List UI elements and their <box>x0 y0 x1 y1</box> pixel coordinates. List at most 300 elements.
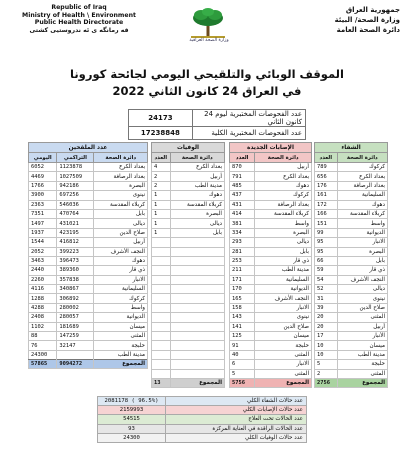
gov-cell: ذي قار <box>337 266 387 275</box>
cumulative-cell: 697256 <box>57 191 94 200</box>
gov-cell: دهوك <box>337 200 387 209</box>
gov-cell: كربلاء المقدسة <box>337 209 387 218</box>
summary-value: 2159993 <box>98 406 166 415</box>
table-row <box>29 294 148 303</box>
total-row <box>230 378 312 387</box>
col-count: العدد <box>315 153 338 163</box>
gov-cell: بابل <box>170 228 225 237</box>
count-cell: 20 <box>315 313 338 322</box>
table-row <box>315 350 388 359</box>
table-row <box>29 219 148 228</box>
count-cell <box>152 360 171 369</box>
count-cell: 1 <box>152 219 171 228</box>
gov-cell: السليمانية <box>337 191 387 200</box>
table-row <box>230 294 312 303</box>
daily-cell: 2408 <box>29 313 57 322</box>
count-cell: 176 <box>315 181 338 190</box>
summary-row <box>98 406 307 415</box>
ministry-logo <box>183 8 235 54</box>
header-line: Ministry of Health \ Environment <box>22 11 136 19</box>
count-cell: 281 <box>230 247 255 256</box>
gov-cell: نينوى <box>337 294 387 303</box>
total-label: المجموع <box>170 378 225 387</box>
count-cell: 39 <box>315 303 338 312</box>
count-cell: 211 <box>230 266 255 275</box>
daily-cell: 1544 <box>29 238 57 247</box>
table-row <box>29 322 148 331</box>
cumulative-cell: 396473 <box>57 256 94 265</box>
summary-label: عدد حالات الشفاء الكلي <box>166 397 307 406</box>
table-row <box>315 209 388 218</box>
gov-cell: الانبار <box>255 360 312 369</box>
gov-cell: أربيل <box>337 322 387 331</box>
daily-cell: 3900 <box>29 191 57 200</box>
count-cell: 437 <box>230 191 255 200</box>
count-cell: 40 <box>230 350 255 359</box>
count-cell: 161 <box>315 191 338 200</box>
table-row <box>315 266 388 275</box>
count-cell: 10 <box>315 350 338 359</box>
count-cell: 125 <box>230 332 255 341</box>
gov-cell: مدينة الطب <box>255 266 312 275</box>
count-cell <box>152 332 171 341</box>
table-row <box>29 285 148 294</box>
table-row <box>152 303 225 312</box>
count-cell: 414 <box>230 209 255 218</box>
english-header <box>14 4 144 34</box>
gov-cell <box>170 256 225 265</box>
header-line: دائرة الصحة العامة <box>336 26 400 34</box>
total-label: المجموع <box>94 360 148 369</box>
summary-row <box>98 424 307 433</box>
vaccinated-table <box>28 142 148 369</box>
gov-cell: كربلاء المقدسة <box>170 200 225 209</box>
deaths-table <box>151 142 225 388</box>
cumulative-cell: 1027509 <box>57 172 94 181</box>
col-cumulative: التراكمي <box>57 153 94 163</box>
daily-cell: 1766 <box>29 181 57 190</box>
table-row <box>152 360 225 369</box>
table-row <box>152 332 225 341</box>
gov-cell: ذي قار <box>255 256 312 265</box>
gov-cell: ذي قار <box>94 266 148 275</box>
cumulative-cell: 306892 <box>57 294 94 303</box>
count-cell <box>152 341 171 350</box>
gov-cell: صلاح الدين <box>337 303 387 312</box>
count-cell: 95 <box>315 247 338 256</box>
gov-cell: بابل <box>255 247 312 256</box>
table-row <box>29 275 148 284</box>
gov-cell: مدينة الطب <box>170 181 225 190</box>
header-line: جمهورية العراق <box>345 6 400 14</box>
infections-header: الإصابات الجديدة <box>230 143 312 153</box>
total-value: 5756 <box>230 378 255 387</box>
count-cell: 6 <box>230 360 255 369</box>
count-cell: 20 <box>315 322 338 331</box>
table-row <box>230 350 312 359</box>
table-row <box>230 163 312 172</box>
table-row <box>152 172 225 181</box>
count-cell <box>152 285 171 294</box>
count-cell: 172 <box>315 200 338 209</box>
gov-cell <box>170 303 225 312</box>
cumulative-cell: 470764 <box>57 209 94 218</box>
gov-cell: بغداد الرصافة <box>337 181 387 190</box>
table-row <box>315 191 388 200</box>
gov-cell: البصرة <box>255 228 312 237</box>
count-cell: 31 <box>315 294 338 303</box>
gov-cell: المثنى <box>94 332 148 341</box>
table-row <box>315 275 388 284</box>
table-row <box>152 163 225 172</box>
gov-cell: واسط <box>337 219 387 228</box>
gov-cell: دهوك <box>170 191 225 200</box>
summary-value: 2081178 ( 96.5%) <box>98 397 166 406</box>
count-cell <box>152 275 171 284</box>
daily-cell: 2440 <box>29 266 57 275</box>
table-row <box>29 313 148 322</box>
table-row <box>152 191 225 200</box>
total-tests-row <box>129 127 306 140</box>
table-row <box>29 209 148 218</box>
table-row <box>29 332 148 341</box>
count-cell <box>152 266 171 275</box>
gov-cell: حلبجة <box>94 341 148 350</box>
total-cumulative: 9094272 <box>57 360 94 369</box>
summary-label: عدد حالات الوفيات الكلي <box>166 433 307 442</box>
table-row <box>315 360 388 369</box>
table-row <box>152 200 225 209</box>
cumulative-cell <box>57 350 94 359</box>
table-row <box>152 369 225 378</box>
gov-cell: النجف الأشرف <box>337 275 387 284</box>
gov-cell: بغداد الكرخ <box>94 163 148 172</box>
cumulative-cell: 389360 <box>57 266 94 275</box>
table-row <box>315 313 388 322</box>
stats-grid <box>28 142 388 385</box>
daily-cell: 4116 <box>29 285 57 294</box>
table-row <box>152 341 225 350</box>
col-gov: دائرة الصحة <box>170 153 225 163</box>
table-row <box>29 266 148 275</box>
gov-cell: أربيل <box>94 238 148 247</box>
count-cell: 334 <box>230 228 255 237</box>
gov-cell: بغداد الكرخ <box>337 172 387 181</box>
gov-cell: بابل <box>94 209 148 218</box>
table-row <box>152 313 225 322</box>
col-daily: اليومي <box>29 153 57 163</box>
gov-cell: الديوانية <box>94 313 148 322</box>
cumulative-cell: 423195 <box>57 228 94 237</box>
table-row <box>230 369 312 378</box>
gov-cell <box>170 369 225 378</box>
summary-label: عدد الحالات الراقدة في العناية المركزة <box>166 424 307 433</box>
count-cell: 1 <box>152 191 171 200</box>
total-tests-label: عدد الفحوصات المختبرية الكلية <box>192 127 305 140</box>
total-row <box>315 378 388 387</box>
table-row <box>152 238 225 247</box>
gov-cell: دهوك <box>255 181 312 190</box>
table-row <box>315 294 388 303</box>
cumulative-cell: 1123878 <box>57 163 94 172</box>
daily-cell: 1937 <box>29 228 57 237</box>
daily-cell: 1288 <box>29 294 57 303</box>
count-cell: 789 <box>315 163 338 172</box>
gov-cell: واسط <box>255 219 312 228</box>
total-value: 13 <box>152 378 171 387</box>
gov-cell <box>170 313 225 322</box>
table-row <box>29 191 148 200</box>
header-line: Republic of Iraq <box>51 4 107 11</box>
count-cell <box>152 350 171 359</box>
table-row <box>315 238 388 247</box>
gov-cell: ديالى <box>170 219 225 228</box>
table-row <box>230 256 312 265</box>
table-row <box>315 163 388 172</box>
table-row <box>230 332 312 341</box>
gov-cell: بغداد الكرخ <box>255 172 312 181</box>
count-cell: 141 <box>230 322 255 331</box>
count-cell <box>152 322 171 331</box>
title-line-2: في العراق 24 كانون الثاني 2022 <box>112 84 302 98</box>
count-cell: 5 <box>230 369 255 378</box>
table-row <box>230 209 312 218</box>
table-row <box>230 238 312 247</box>
table-row <box>230 219 312 228</box>
gov-cell: مدينة الطب <box>94 350 148 359</box>
infections-block <box>229 142 312 388</box>
table-row <box>230 172 312 181</box>
cumulative-cell: 942186 <box>57 181 94 190</box>
total-tests-value: 17238848 <box>129 127 193 140</box>
gov-cell: البصرة <box>337 247 387 256</box>
daily-cell: 76 <box>29 341 57 350</box>
infections-table <box>229 142 312 388</box>
gov-cell: حلبجة <box>337 360 387 369</box>
deaths-header: الوفيات <box>152 143 225 153</box>
cumulative-cell: 280002 <box>57 303 94 312</box>
table-row <box>29 200 148 209</box>
gov-cell: المثنى <box>255 369 312 378</box>
table-row <box>230 303 312 312</box>
total-row <box>29 360 148 369</box>
gov-cell: السليمانية <box>94 285 148 294</box>
count-cell: 253 <box>230 256 255 265</box>
table-row <box>315 228 388 237</box>
table-row <box>29 228 148 237</box>
gov-cell <box>170 360 225 369</box>
table-row <box>152 350 225 359</box>
table-row <box>230 200 312 209</box>
table-row <box>230 313 312 322</box>
gov-cell: الانبار <box>337 238 387 247</box>
table-row <box>152 219 225 228</box>
table-row <box>315 219 388 228</box>
summary-row <box>98 433 307 442</box>
gov-cell <box>170 238 225 247</box>
gov-cell: نينوى <box>94 191 148 200</box>
daily-cell: 3463 <box>29 256 57 265</box>
lab-tests-table <box>128 109 306 140</box>
table-row <box>315 247 388 256</box>
gov-cell: المثنى <box>255 350 312 359</box>
count-cell: 1 <box>152 200 171 209</box>
table-row <box>230 247 312 256</box>
cumulative-cell: 546036 <box>57 200 94 209</box>
count-cell: 151 <box>315 219 338 228</box>
recovered-table <box>314 142 388 388</box>
gov-cell: البصرة <box>94 181 148 190</box>
cumulative-cell: 147259 <box>57 332 94 341</box>
summary-value: 54515 <box>98 415 166 424</box>
table-row <box>29 172 148 181</box>
count-cell <box>152 238 171 247</box>
gov-cell: مدينة الطب <box>337 350 387 359</box>
gov-cell: ديالى <box>94 219 148 228</box>
cumulative-cell: 399223 <box>57 247 94 256</box>
cumulative-cell: 340867 <box>57 285 94 294</box>
cumulative-cell: 416812 <box>57 238 94 247</box>
daily-cell: 1102 <box>29 322 57 331</box>
count-cell: 431 <box>230 200 255 209</box>
table-row <box>230 285 312 294</box>
gov-cell <box>170 341 225 350</box>
summary-row <box>98 415 307 424</box>
gov-cell: كربلاء المقدسة <box>255 209 312 218</box>
gov-cell: ميسان <box>337 341 387 350</box>
gov-cell <box>170 285 225 294</box>
gov-cell: ديالى <box>337 285 387 294</box>
gov-cell: أربيل <box>255 163 312 172</box>
gov-cell: ميسان <box>255 332 312 341</box>
gov-cell: كركوك <box>255 191 312 200</box>
summary-value: 24300 <box>98 433 166 442</box>
total-value: 2756 <box>315 378 338 387</box>
total-label: المجموع <box>255 378 312 387</box>
daily-cell: 2052 <box>29 247 57 256</box>
daily-cell: 2260 <box>29 275 57 284</box>
table-row <box>152 181 225 190</box>
table-row <box>29 350 148 359</box>
gov-cell <box>170 294 225 303</box>
gov-cell: السليمانية <box>255 275 312 284</box>
daily-cell: 4469 <box>29 172 57 181</box>
table-row <box>315 200 388 209</box>
daily-cell: 88 <box>29 332 57 341</box>
daily-cell: 4288 <box>29 303 57 312</box>
count-cell: 54 <box>315 275 338 284</box>
table-row <box>152 256 225 265</box>
gov-cell: البصرة <box>170 209 225 218</box>
table-row <box>230 266 312 275</box>
table-row <box>315 369 388 378</box>
col-count: العدد <box>230 153 255 163</box>
gov-cell: نينوى <box>255 313 312 322</box>
count-cell: 17 <box>315 332 338 341</box>
table-row <box>315 341 388 350</box>
gov-cell: صلاح الدين <box>94 228 148 237</box>
total-daily: 57865 <box>29 360 57 369</box>
table-row <box>152 228 225 237</box>
count-cell <box>152 256 171 265</box>
count-cell: 91 <box>230 341 255 350</box>
cumulative-cell: 431021 <box>57 219 94 228</box>
count-cell: 485 <box>230 181 255 190</box>
table-row <box>152 322 225 331</box>
gov-cell <box>170 350 225 359</box>
summary-table <box>97 396 307 443</box>
count-cell: 870 <box>230 163 255 172</box>
table-row <box>29 247 148 256</box>
count-cell <box>152 369 171 378</box>
gov-cell: الديوانية <box>337 228 387 237</box>
gov-cell: بغداد الكرخ <box>170 163 225 172</box>
table-row <box>29 256 148 265</box>
gov-cell <box>170 247 225 256</box>
gov-cell: واسط <box>94 303 148 312</box>
col-gov: دائرة الصحة <box>255 153 312 163</box>
table-row <box>152 285 225 294</box>
page-title <box>60 66 354 100</box>
gov-cell: حلبجة <box>255 341 312 350</box>
gov-cell: دهوك <box>94 256 148 265</box>
count-cell: 95 <box>315 238 338 247</box>
gov-cell: النجف الأشرف <box>255 294 312 303</box>
total-label: المجموع <box>337 378 387 387</box>
count-cell: 143 <box>230 313 255 322</box>
table-row <box>315 256 388 265</box>
table-row <box>230 341 312 350</box>
table-row <box>315 285 388 294</box>
daily-cell: 1497 <box>29 219 57 228</box>
summary-row <box>98 397 307 406</box>
count-cell: 381 <box>230 219 255 228</box>
total-row <box>152 378 225 387</box>
cumulative-cell: 181689 <box>57 322 94 331</box>
gov-cell: بغداد الرصافة <box>94 172 148 181</box>
gov-cell: ديالى <box>255 238 312 247</box>
gov-cell: صلاح الدين <box>255 322 312 331</box>
count-cell: 52 <box>315 285 338 294</box>
deaths-block <box>151 142 225 388</box>
table-row <box>29 238 148 247</box>
table-row <box>315 181 388 190</box>
cumulative-cell: 357838 <box>57 275 94 284</box>
cumulative-cell: 32147 <box>57 341 94 350</box>
table-row <box>230 191 312 200</box>
arabic-header <box>280 5 400 35</box>
table-row <box>230 228 312 237</box>
daily-cell: 24300 <box>29 350 57 359</box>
table-row <box>230 322 312 331</box>
gov-cell: المثنى <box>337 313 387 322</box>
count-cell: 791 <box>230 172 255 181</box>
count-cell <box>152 247 171 256</box>
gov-cell: أربيل <box>170 172 225 181</box>
count-cell: 66 <box>315 256 338 265</box>
vaccinated-header: عدد الملقحين <box>29 143 148 153</box>
table-row <box>315 172 388 181</box>
count-cell: 165 <box>230 294 255 303</box>
count-cell: 656 <box>315 172 338 181</box>
summary-value: 93 <box>98 424 166 433</box>
count-cell: 5 <box>315 360 338 369</box>
daily-tests-label: عدد الفحوصات المختبرية ليوم 24 كانون الثاني <box>192 110 305 127</box>
header-line: قه رمانگه ى ئه ندروستيى كشتى <box>29 26 129 34</box>
gov-cell: بغداد الرصافة <box>255 200 312 209</box>
count-cell: 99 <box>315 228 338 237</box>
logo-caption: وزارة الصحة العراقية <box>189 38 229 43</box>
